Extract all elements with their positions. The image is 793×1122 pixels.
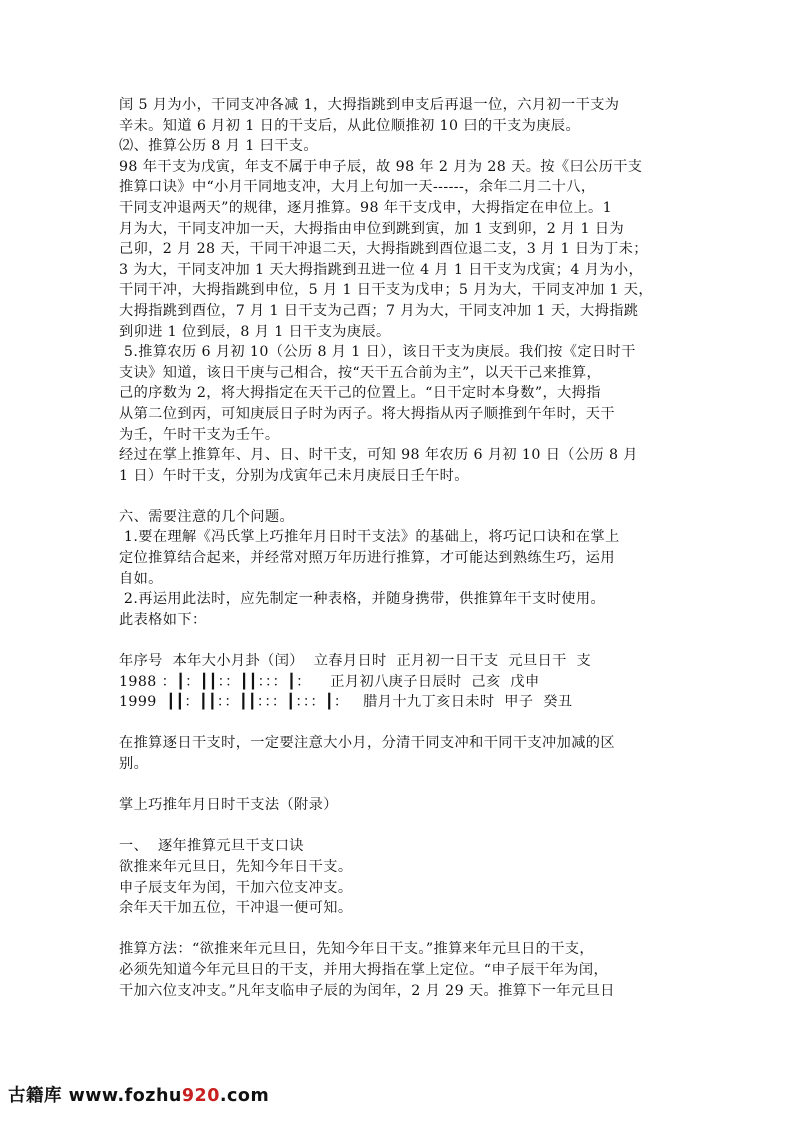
- text-line: 为壬，午时干支为壬午。: [119, 426, 280, 443]
- text-line: [119, 486, 689, 507]
- text-line: 支诀》知道，该日干庚与己相合，按“天干五合前为主”，以天干己来推算，: [119, 364, 602, 381]
- text-line: 掌上巧推年月日时干支法（附录）: [119, 797, 338, 814]
- text-line: 六、需要注意的几个问题。: [119, 508, 295, 525]
- text-line: 3 为大，干同支冲加 1 天大拇指跳到丑进一位 4 月 1 日干支为戊寅；4 月为小，: [119, 261, 644, 278]
- text-line: 2.再运用此法时，应先制定一种表格，并随身携带，供推算年干支时使用。: [119, 591, 606, 608]
- text-line: [119, 919, 689, 940]
- text-line: 辛未。知道 6 月初 1 日的干支后，从此位顺推初 10 曰的干支为庚辰。: [119, 117, 581, 134]
- footer-watermark: [8, 1082, 269, 1107]
- text-line: 定位推算结合起来，并经常对照万年历进行推算，才可能达到熟练生巧，运用: [119, 550, 615, 567]
- text-line: 干同支冲退两天”的规律，逐月推算。98 年干支戊申，大拇指定在申位上。1: [119, 199, 613, 216]
- text-line: 到卯进 1 位到辰，8 月 1 日干支为庚辰。: [119, 323, 391, 340]
- text-line: 从第二位到丙，可知庚辰日子时为丙子。将大拇指从丙子顺推到午年时，天干: [119, 405, 615, 422]
- text-line: 自如。: [119, 570, 163, 587]
- text-line: [119, 630, 689, 651]
- text-line: 己的序数为 2，将大拇指定在天干己的位置上。“日干定时本身数”，大拇指: [119, 385, 601, 402]
- text-line: [119, 816, 689, 837]
- text-line: 98 年干支为戊寅，年支不属于申子辰，故 98 年 2 月为 28 天。按《曰公历干支: [119, 158, 643, 175]
- text-line: 推算口诀》中“小月干同地支冲，大月上句加一天------，余年二月二十八，: [119, 179, 596, 196]
- text-line: 干同干冲，大拇指跳到申位，5 月 1 日干支为戊申；5 月为大，干同支冲加 1 天，: [119, 282, 653, 299]
- text-line: 年序号 本年大小月卦（闰） 立春月日时 正月初一日干支 元旦日干 支: [119, 653, 592, 670]
- text-line: 1988 ：┃：┃┃：：┃┃：：：┃： 正月初八庚子日辰时 己亥 戊申: [119, 673, 540, 690]
- text-line: 必须先知道今年元旦日的干支，并用大拇指在掌上定位。“申子辰干年为闰，: [119, 961, 609, 978]
- text-line: 经过在掌上推算年、月、日、时干支，可知 98 年农历 6 月初 10 日（公历 8 月: [119, 447, 638, 464]
- text-line: [119, 775, 689, 796]
- text-line: 月为大，干同支冲加一天，大拇指由申位到跳到寅，加 1 支到卯，2 月 1 日为: [119, 220, 625, 237]
- text-line: 推算方法：“欲推来年元旦日，先知今年日干支。”推算来年元旦日的干支，: [119, 941, 595, 958]
- body-text: [119, 95, 689, 1001]
- text-line: 己卯，2 月 28 天，干同干冲退二天，大拇指跳到酉位退二支，3 月 1 日为丁未；: [119, 241, 648, 258]
- text-line: 1 日）午时干支，分别为戊寅年己未月庚辰日壬午时。: [119, 467, 469, 484]
- text-line: 干加六位支冲支。”凡年支临申子辰的为闰年，2 月 29 天。推算下一年元旦日: [119, 982, 615, 999]
- site-url-prefix: www.fozhu: [68, 1086, 182, 1106]
- text-line: 申子辰支年为闰，干加六位支冲支。: [119, 879, 353, 896]
- text-line: 别。: [119, 756, 149, 772]
- text-line: 在推算逐日干支时，一定要注意大小月，分清干同支冲和干同干支冲加减的区: [119, 735, 615, 752]
- site-name: 古籍库: [8, 1086, 62, 1106]
- text-line: [119, 713, 689, 734]
- text-line: 闰 5 月为小，干同支冲各减 1，大拇指跳到申支后再退一位，六月初一干支为: [119, 97, 620, 113]
- text-line: 欲推来年元旦日，先知今年日干支。: [119, 858, 353, 875]
- text-line: 1.要在理解《冯氏掌上巧推年月日时干支法》的基础上，将巧记口诀和在掌上: [119, 529, 620, 546]
- text-line: 大拇指跳到酉位，7 月 1 日干支为己酉；7 月为大，干同支冲加 1 天，大拇指跳: [119, 302, 639, 319]
- site-url[interactable]: [69, 1086, 270, 1106]
- text-line: 一、 逐年推算元旦干支口诀: [119, 838, 304, 855]
- text-line: ⑵、推算公历 8 月 1 曰干支。: [119, 138, 318, 155]
- site-url-number: 920: [181, 1086, 220, 1106]
- text-line: 5.推算农历 6 月初 10（公历 8 月 1 日），该日干支为庚辰。我们按《定日时干: [119, 344, 636, 361]
- text-line: 余年天干加五位，干冲退一便可知。: [119, 900, 353, 917]
- site-url-suffix: .com: [219, 1086, 270, 1106]
- text-line: 1999 ┃┃：┃┃：：┃┃：：：┃：：：┃： 腊月十九丁亥日未时 甲子 癸丑: [119, 694, 573, 711]
- text-line: 此表格如下：: [119, 611, 207, 628]
